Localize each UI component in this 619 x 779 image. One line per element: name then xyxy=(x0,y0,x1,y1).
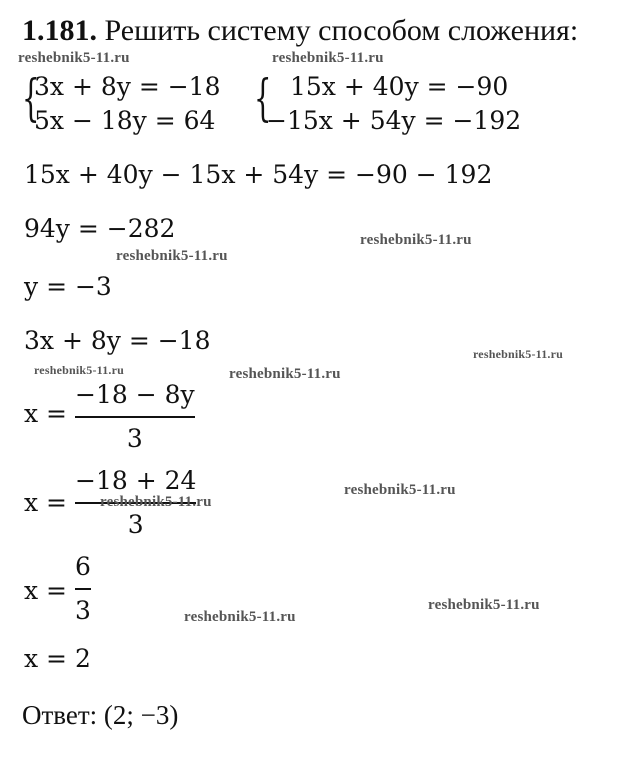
watermark: reshebnik5-11.ru xyxy=(18,50,130,66)
watermark: reshebnik5-11.ru xyxy=(34,363,124,377)
step-x-value: x = 2 xyxy=(24,644,91,673)
fraction-1-bar xyxy=(75,416,195,418)
fraction-3-bar xyxy=(75,588,91,590)
step-simplified: 94y = −282 xyxy=(24,214,176,243)
watermark: reshebnik5-11.ru xyxy=(473,347,563,361)
watermark: reshebnik5-11.ru xyxy=(116,248,228,264)
fraction-3 xyxy=(75,552,91,626)
system1-eq1: 3x + 8y = −18 xyxy=(34,72,221,101)
step-x-lhs-1: x = xyxy=(24,399,67,428)
watermark: reshebnik5-11.ru xyxy=(184,609,296,625)
system1-eq2: 5x − 18y = 64 xyxy=(34,106,216,135)
system2-eq1: 15x + 40y = −90 xyxy=(290,72,509,101)
step-x-lhs-3: x = xyxy=(24,576,67,605)
step-y-value: y = −3 xyxy=(24,272,112,301)
fraction-3-numerator: 6 xyxy=(75,552,91,581)
watermark: reshebnik5-11.ru xyxy=(272,50,384,66)
fraction-2-numerator: −18 + 24 xyxy=(75,466,197,495)
answer: Ответ: (2; −3) xyxy=(22,700,179,730)
task-number: 1.181. xyxy=(22,14,97,47)
fraction-1-denominator: 3 xyxy=(126,424,143,453)
watermark: reshebnik5-11.ru xyxy=(100,494,212,510)
fraction-1-numerator: −18 − 8y xyxy=(75,380,195,409)
watermark: reshebnik5-11.ru xyxy=(229,366,341,382)
watermark: reshebnik5-11.ru xyxy=(360,232,472,248)
watermark: reshebnik5-11.ru xyxy=(428,597,540,613)
fraction-2-denominator: 3 xyxy=(127,510,144,539)
task-text: Решить систему способом сложения: xyxy=(104,14,579,47)
step-x-lhs-2: x = xyxy=(24,488,67,517)
fraction-1 xyxy=(75,380,195,454)
step-substitute: 3x + 8y = −18 xyxy=(24,326,211,355)
system1-brace: { xyxy=(22,69,40,127)
watermark: reshebnik5-11.ru xyxy=(344,482,456,498)
system2-eq2: −15x + 54y = −192 xyxy=(266,106,522,135)
fraction-3-denominator: 3 xyxy=(75,596,91,625)
step-sum: 15x + 40y − 15x + 54y = −90 − 192 xyxy=(24,160,493,189)
system2-brace: { xyxy=(254,69,272,127)
task-title xyxy=(22,14,578,48)
